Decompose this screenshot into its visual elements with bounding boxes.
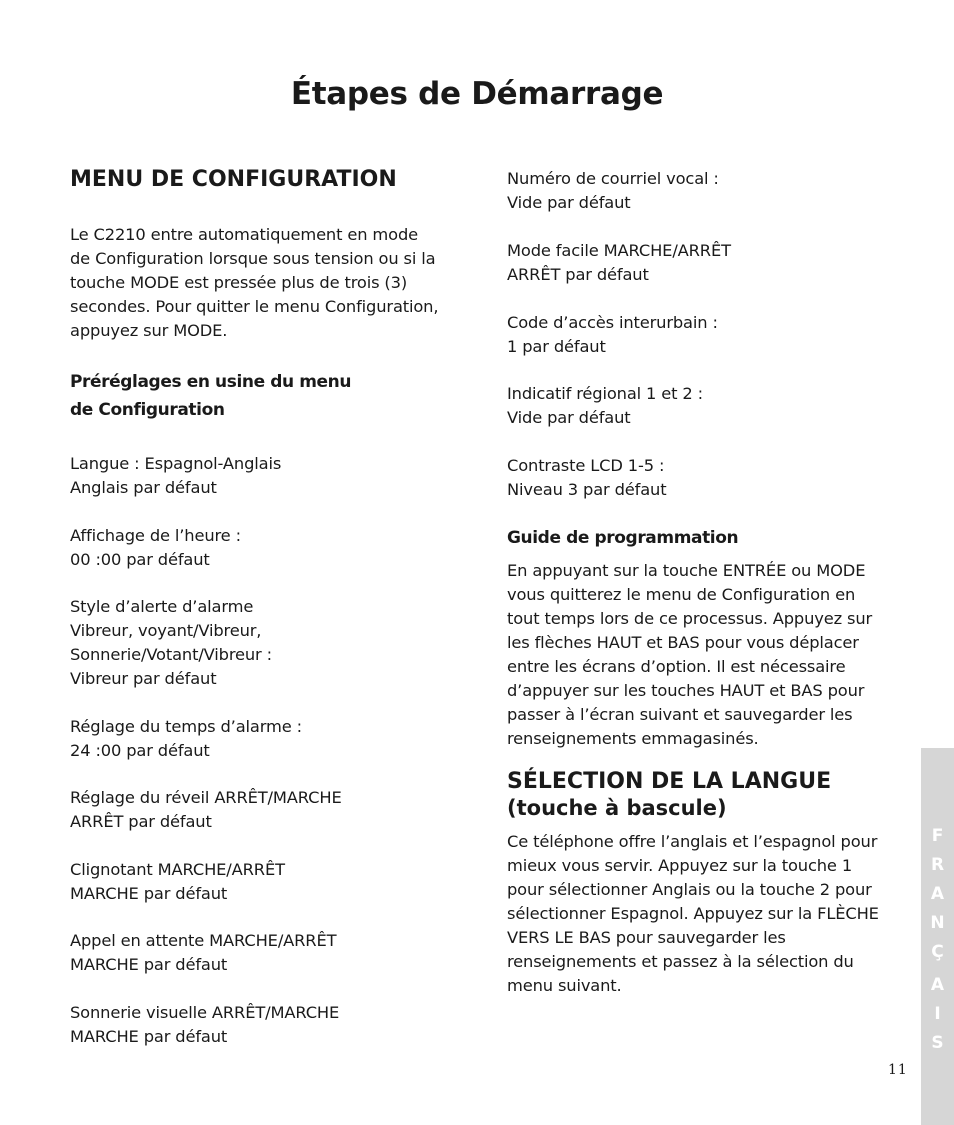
setting-line: Réglage du réveil ARRÊT/MARCHE — [70, 788, 342, 807]
language-line: pour sélectionner Anglais ou la touche 2 pour — [507, 880, 872, 899]
setting-line: Clignotant MARCHE/ARRÊT — [70, 860, 285, 879]
page-title: Étapes de Démarrage — [290, 76, 664, 112]
setting-line: Anglais par défaut — [70, 478, 217, 497]
language-heading-line: SÉLECTION DE LA LANGUE — [507, 769, 832, 794]
setting-lcd-contrast — [507, 454, 666, 502]
subheading-line: Préréglages en usine du menu — [70, 372, 352, 392]
language-line: Ce téléphone offre l’anglais et l’espagnol pour — [507, 832, 878, 851]
setting-call-waiting — [70, 929, 336, 977]
tab-letter: F — [931, 826, 944, 846]
intro-line: appuyez sur MODE. — [70, 321, 228, 340]
setting-wake-up — [70, 786, 342, 834]
setting-area-code — [507, 382, 703, 430]
setting-blinking — [70, 858, 285, 906]
setting-line: 24 :00 par défaut — [70, 741, 210, 760]
language-line: VERS LE BAS pour sauvegarder les — [507, 928, 786, 947]
menu-config-heading: MENU DE CONFIGURATION — [70, 167, 397, 192]
language-line: sélectionner Espagnol. Appuyez sur la FLÈCHE — [507, 904, 879, 923]
setting-line: Appel en attente MARCHE/ARRÊT — [70, 931, 337, 950]
setting-line: Affichage de l’heure : — [70, 526, 241, 545]
setting-line: Vide par défaut — [507, 193, 631, 212]
tab-letter: R — [930, 855, 945, 875]
setting-line: Niveau 3 par défaut — [507, 480, 667, 499]
setting-line: 1 par défaut — [507, 337, 606, 356]
setting-voicemail-number — [507, 167, 719, 215]
setting-language — [70, 452, 281, 500]
factory-presets-heading — [70, 368, 351, 424]
intro-line: de Configuration lorsque sous tension ou si la — [70, 249, 436, 268]
setting-alarm-time — [70, 715, 302, 763]
language-selection-heading — [507, 769, 831, 821]
programming-guide-paragraph — [507, 559, 872, 751]
setting-time-display — [70, 524, 241, 572]
setting-line: Vibreur, voyant/Vibreur, — [70, 621, 262, 640]
programming-guide-heading: Guide de programmation — [507, 528, 739, 548]
setting-line: MARCHE par défaut — [70, 955, 228, 974]
setting-line: ARRÊT par défaut — [507, 265, 649, 284]
guide-line: vous quitterez le menu de Configuration en — [507, 585, 856, 604]
setting-line: Numéro de courriel vocal : — [507, 169, 719, 188]
intro-line: Le C2210 entre automatiquement en mode — [70, 225, 418, 244]
tab-letter: I — [934, 1004, 941, 1024]
setting-line: Vide par défaut — [507, 408, 631, 427]
language-line: menu suivant. — [507, 976, 622, 995]
language-heading-subline: (touche à bascule) — [507, 796, 727, 820]
tab-letter: S — [931, 1033, 944, 1053]
setting-line: Contraste LCD 1-5 : — [507, 456, 665, 475]
setting-line: 00 :00 par défaut — [70, 550, 210, 569]
setting-line: MARCHE par défaut — [70, 884, 228, 903]
francais-side-tab — [921, 748, 954, 1125]
intro-line: touche MODE est pressée plus de trois (3) — [70, 273, 408, 292]
guide-line: passer à l’écran suivant et sauvegarder les — [507, 705, 853, 724]
tab-letter: N — [930, 913, 945, 933]
setting-line: Indicatif régional 1 et 2 : — [507, 384, 703, 403]
setting-long-distance-code — [507, 311, 718, 359]
setting-line: ARRÊT par défaut — [70, 812, 212, 831]
guide-line: les flèches HAUT et BAS pour vous déplacer — [507, 633, 859, 652]
setting-line: Sonnerie visuelle ARRÊT/MARCHE — [70, 1003, 340, 1022]
setting-visual-ringer — [70, 1001, 339, 1049]
guide-line: renseignements emmagasinés. — [507, 729, 759, 748]
guide-line: En appuyant sur la touche ENTRÉE ou MODE — [507, 561, 866, 580]
setting-line: Mode facile MARCHE/ARRÊT — [507, 241, 731, 260]
setting-line: Réglage du temps d’alarme : — [70, 717, 302, 736]
intro-paragraph — [70, 223, 438, 343]
language-selection-paragraph — [507, 830, 879, 998]
guide-line: entre les écrans d’option. Il est nécessaire — [507, 657, 846, 676]
setting-line: Sonnerie/Votant/Vibreur : — [70, 645, 272, 664]
setting-line: MARCHE par défaut — [70, 1027, 228, 1046]
intro-line: secondes. Pour quitter le menu Configuration, — [70, 297, 439, 316]
guide-line: d’appuyer sur les touches HAUT et BAS pour — [507, 681, 865, 700]
setting-easy-mode — [507, 239, 731, 287]
setting-line: Langue : Espagnol-Anglais — [70, 454, 282, 473]
tab-letter: A — [930, 975, 945, 995]
language-line: renseignements et passez à la sélection du — [507, 952, 854, 971]
setting-line: Code d’accès interurbain : — [507, 313, 718, 332]
setting-line: Style d’alerte d’alarme — [70, 597, 254, 616]
page-number: 11 — [888, 1062, 908, 1078]
tab-letter: Ç — [931, 942, 944, 962]
setting-line: Vibreur par défaut — [70, 669, 217, 688]
subheading-line: de Configuration — [70, 400, 225, 420]
setting-alarm-style — [70, 595, 272, 691]
guide-line: tout temps lors de ce processus. Appuyez sur — [507, 609, 873, 628]
tab-letter: A — [930, 884, 945, 904]
language-line: mieux vous servir. Appuyez sur la touche 1 — [507, 856, 853, 875]
